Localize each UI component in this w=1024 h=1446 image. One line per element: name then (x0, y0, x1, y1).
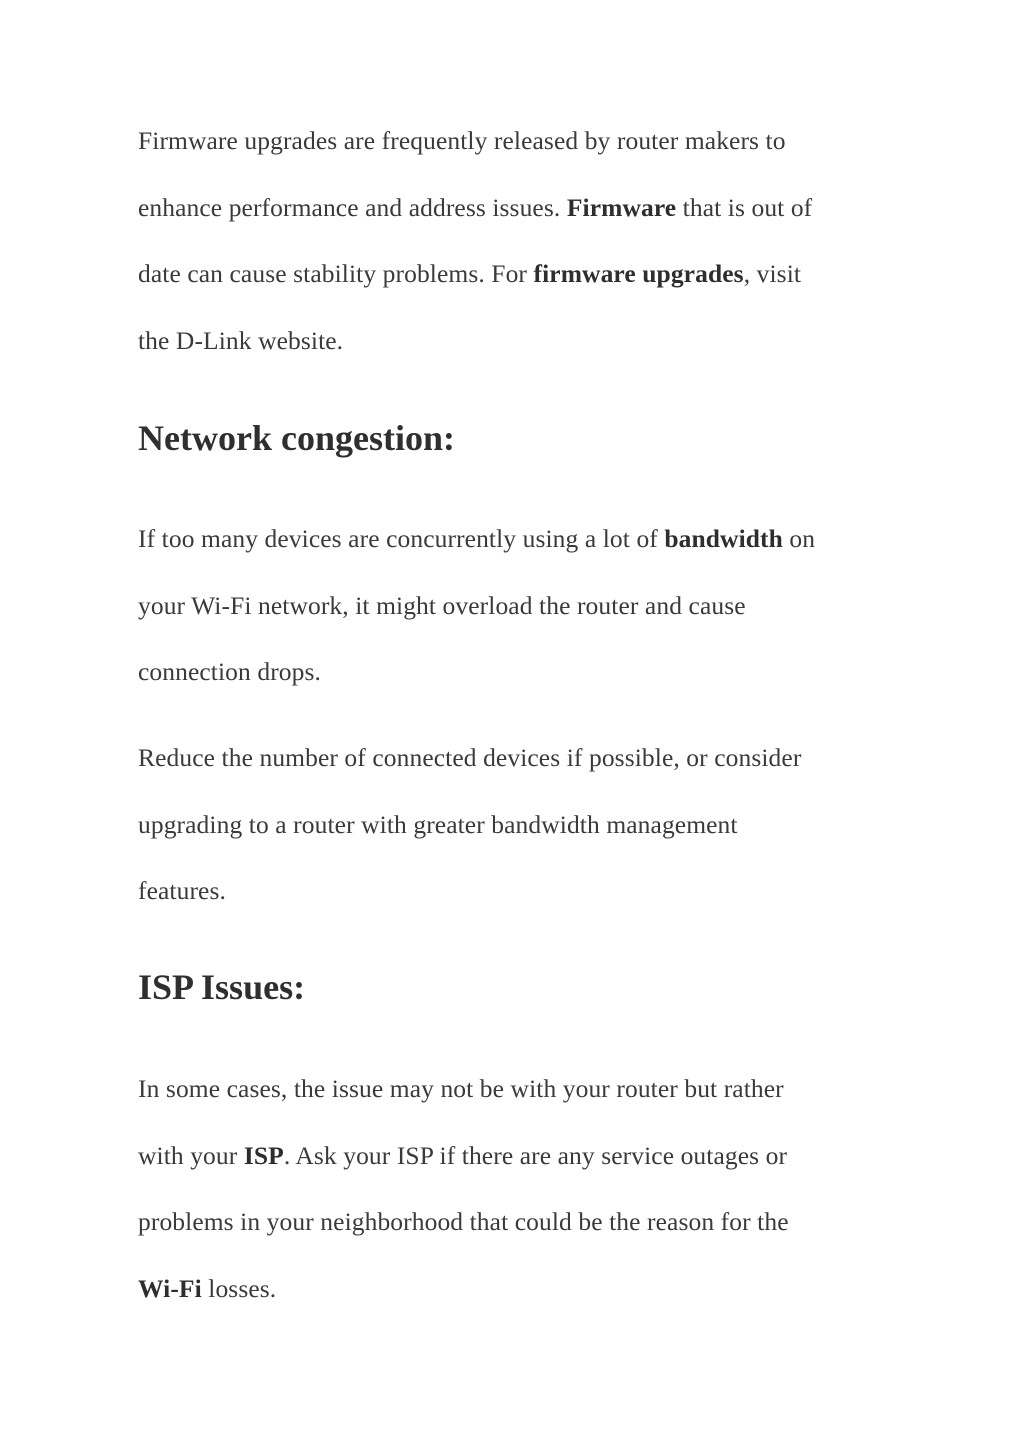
text-run: problems in your neighborhood that could be the reason for the (138, 1207, 789, 1237)
text-line (138, 175, 812, 242)
text-line (138, 506, 815, 573)
text-run: If too many devices are concurrently using a lot of (138, 524, 665, 553)
text-line (138, 725, 801, 792)
firmware-paragraph (138, 108, 812, 375)
text-line (138, 1056, 789, 1123)
bold-term-bandwidth: bandwidth (664, 524, 783, 553)
text-run: date can cause stability problems. For (138, 259, 534, 289)
text-run: In some cases, the issue may not be with your router but rather (138, 1074, 784, 1103)
text-run: , visit (743, 259, 802, 289)
text-line (138, 108, 812, 175)
text-run: on (782, 524, 816, 553)
bold-term-firmware: Firmware (566, 192, 677, 222)
text-run: Firmware upgrades are frequently released by router makers to (138, 126, 786, 155)
text-line (138, 639, 815, 706)
text-run: that is out of (676, 192, 813, 222)
text-run: the D-Link website. (138, 326, 344, 356)
text-run: connection drops. (138, 657, 321, 687)
text-run: upgrading to a router with greater bandwidth management (138, 809, 738, 839)
text-line (138, 241, 812, 308)
text-run: . Ask your ISP if there are any service outages or (283, 1140, 788, 1170)
text-line (138, 858, 801, 925)
text-run: features. (138, 876, 226, 906)
bold-term-isp: ISP (243, 1140, 284, 1170)
text-line (138, 1256, 789, 1323)
bold-term-wifi: Wi-Fi (138, 1274, 202, 1304)
text-line (138, 792, 801, 859)
text-run: your Wi-Fi network, it might overload the router and cause (138, 590, 746, 620)
bold-term-firmware-upgrades: firmware upgrades (533, 259, 744, 289)
isp-issues-heading: ISP Issues: (138, 967, 306, 1007)
text-line (138, 308, 812, 375)
isp-issues-paragraph (138, 1056, 789, 1323)
text-run: losses. (201, 1274, 277, 1304)
text-run: Reduce the number of connected devices if possible, or consider (138, 743, 802, 772)
network-congestion-paragraph (138, 506, 815, 706)
network-congestion-heading: Network congestion: (138, 418, 455, 458)
text-run: enhance performance and address issues. (138, 192, 567, 222)
text-line (138, 1189, 789, 1256)
text-line (138, 573, 815, 640)
text-run: with your (138, 1140, 244, 1170)
text-line (138, 1123, 789, 1190)
reduce-devices-paragraph (138, 725, 801, 925)
